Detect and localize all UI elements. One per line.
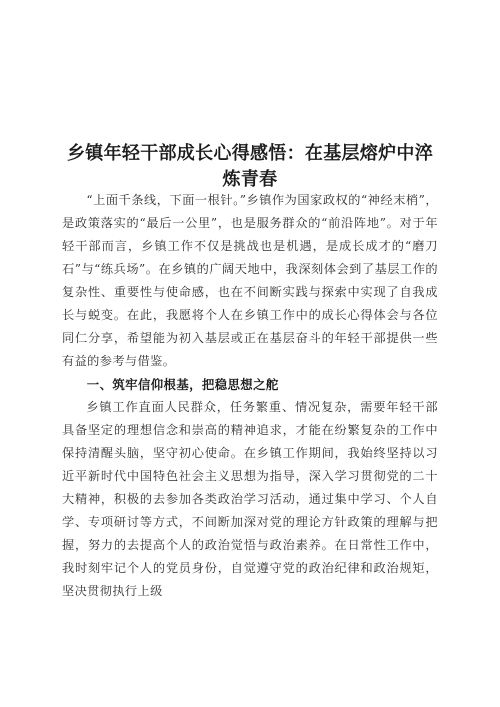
section-paragraph: 乡镇工作直面人民群众，任务繁重、情况复杂，需要年轻干部具备坚定的理想信念和崇高的精神追求，才能在纷繁复杂的工作中保持清醒头脑，坚守初心使命。在乡镇工作期间，我始终坚持以习近平新时代中国特色社会主义思想为指导，深入学习贯彻党的二十大精神，积极的去参加各类政治学习活动，通过集中学习、个人自学、专项研讨等方式，不间断加深对党的理论方针政策的理解与把握，努力的去提高个人的政治觉悟与政治素养。在日常性工作中，我时刻牢记个人的党员身份，自觉遵守党的政治纪律和政治规矩，坚决贯彻执行上级 [62,400,438,598]
intro-paragraph: “上面千条线，下面一根针。”乡镇作为国家政权的“神经末梢”，是政策落实的“最后一公里”，也是服务群众的“前沿阵地”。对于年轻干部而言，乡镇工作不仅是挑战也是机遇，是成长成才的“磨刀石”与“练兵场”。在乡镇的广阔天地中，我深刻体会到了基层工作的复杂性、重要性与使命感，也在不间断实践与探索中实现了自我成长与蜕变。在此，我愿将个人在乡镇工作中的成长心得体会与各位同仁分享，希望能为初入基层或正在基层奋斗的年轻干部提供一些有益的参考与借鉴。 [62,193,438,368]
section-heading: 一、筑牢信仰根基，把稳思想之舵 [86,377,279,392]
document-body [62,189,438,603]
document-title: 乡镇年轻干部成长心得感悟：在基层熔炉中淬炼青春 [67,143,433,190]
